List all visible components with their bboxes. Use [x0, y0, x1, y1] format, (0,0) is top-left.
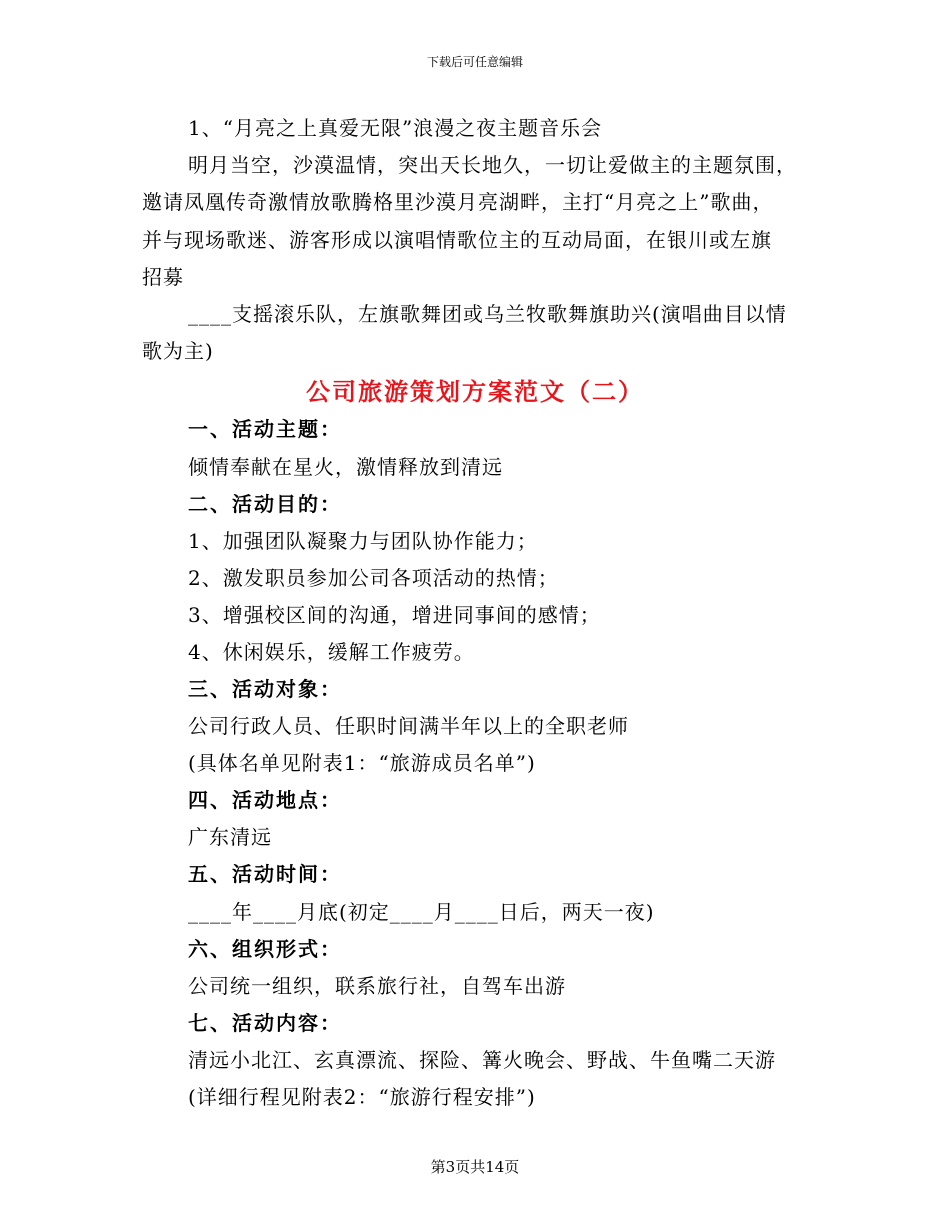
page-number: 第3页共14页 [430, 1158, 520, 1176]
section-text: 广东清远 [188, 825, 272, 849]
section-text: 倾情奉献在星火，激情释放到清远 [188, 455, 503, 479]
intro-paragraph-line: 明月当空，沙漠温情，突出天长地久，一切让爱做主的主题氛围， [188, 153, 797, 177]
section-heading: 六、组织形式： [188, 937, 342, 961]
intro-paragraph-line: 邀请凤凰传奇激情放歌腾格里沙漠月亮湖畔，主打“月亮之上”歌曲， [142, 190, 774, 214]
section-heading: 一、活动主题： [188, 417, 342, 441]
section-heading: 四、活动地点： [188, 788, 342, 812]
section-heading: 二、活动目的： [188, 492, 342, 516]
section-text: (具体名单见附表1：“旅游成员名单”) [188, 751, 536, 775]
list-item: 1、加强团队凝聚力与团队协作能力； [188, 529, 538, 553]
section-text: (详细行程见附表2：“旅游行程安排”) [188, 1085, 536, 1109]
list-item: 4、休闲娱乐，缓解工作疲劳。 [188, 640, 475, 664]
intro-paragraph-line: 歌为主) [142, 339, 214, 363]
intro-paragraph-line: 并与现场歌迷、游客形成以演唱情歌位主的互动局面，在银川或左旗 [142, 228, 772, 252]
intro-paragraph-line: 招募 [142, 265, 184, 289]
header-note: 下载后可任意编辑 [426, 55, 523, 69]
intro-paragraph-line: ____支摇滚乐队，左旗歌舞团或乌兰牧歌舞旗助兴(演唱曲目以情 [188, 302, 787, 326]
section-text: ____年____月底(初定____月____日后，两天一夜) [188, 900, 655, 924]
section-text: 公司行政人员、任职时间满半年以上的全职老师 [188, 714, 629, 738]
section-text: 公司统一组织，联系旅行社，自驾车出游 [188, 974, 566, 998]
section-heading: 七、活动内容： [188, 1011, 342, 1035]
section-heading: 五、活动时间： [188, 862, 342, 886]
section-text: 清远小北江、玄真漂流、探险、篝火晚会、野战、牛鱼嘴二天游 [188, 1048, 776, 1072]
list-item: 2、激发职员参加公司各项活动的热情； [188, 566, 559, 590]
section-heading: 三、活动对象： [188, 677, 342, 701]
intro-item-title: 1、“月亮之上真爱无限”浪漫之夜主题音乐会 [188, 116, 603, 140]
list-item: 3、增强校区间的沟通，增进同事间的感情； [188, 603, 601, 627]
document-title: 公司旅游策划方案范文（二） [306, 378, 644, 406]
